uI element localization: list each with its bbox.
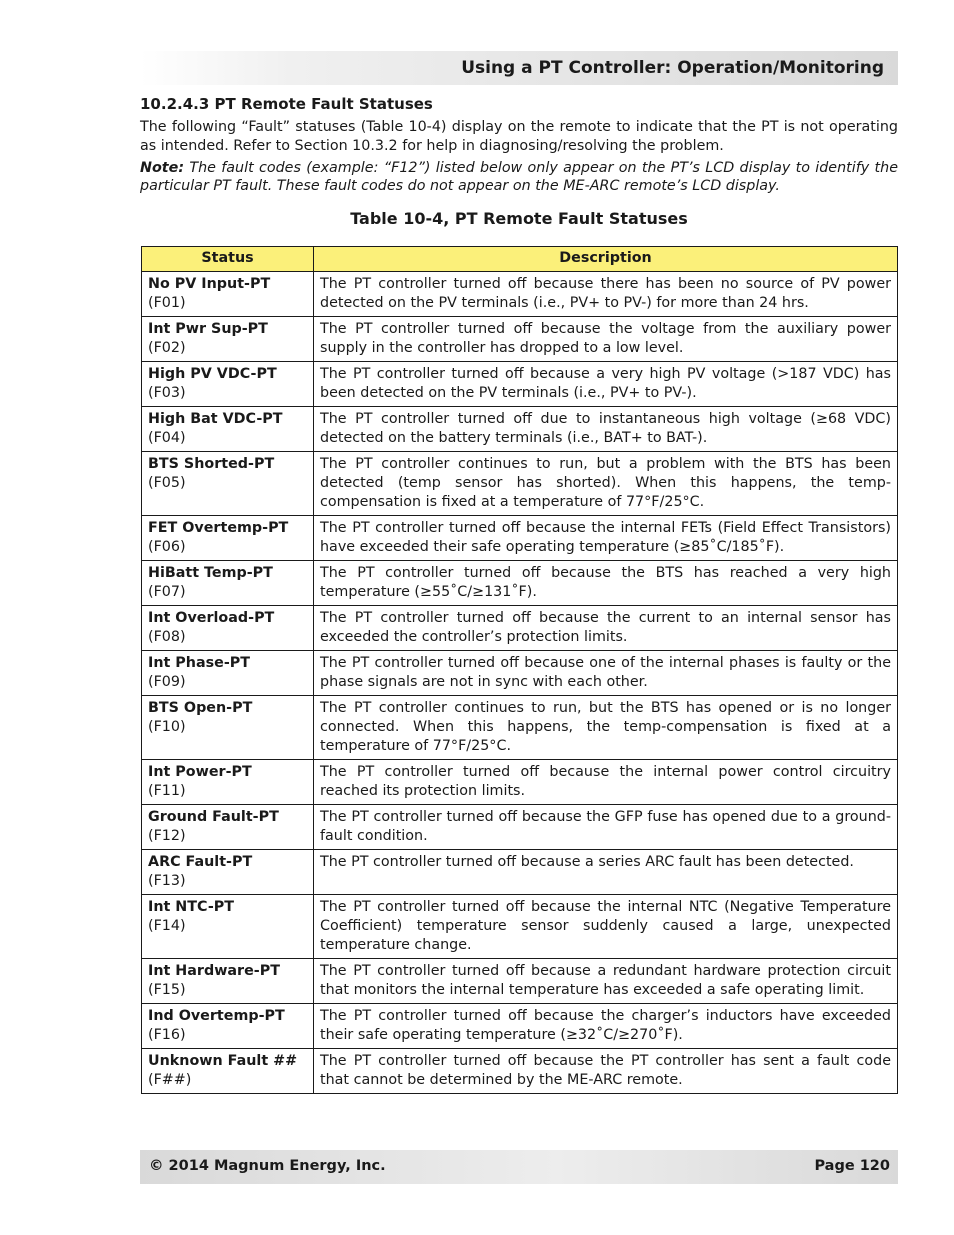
status-cell	[142, 606, 314, 651]
table-row	[142, 895, 898, 959]
table-row	[142, 561, 898, 606]
status-cell	[142, 651, 314, 696]
note-paragraph	[140, 159, 898, 195]
fault-code: (F12)	[148, 828, 186, 844]
fault-description: The PT controller turned off due to instantaneous high voltage (≥68 VDC) detected on the battery terminals (i.e., BAT+ to BAT-).	[314, 407, 898, 452]
fault-description: The PT controller turned off because a redundant hardware protection circuit that monitors the internal temperature has exceeded a safe operating limit.	[314, 959, 898, 1004]
column-header-status: Status	[142, 247, 314, 272]
fault-code: (F06)	[148, 539, 186, 555]
note-text: The fault codes (example: “F12”) listed below only appear on the PT’s LCD display to identify the particular PT fault. These fault codes do not appear on the ME-ARC remote’s LCD display.	[140, 160, 898, 194]
fault-status-table	[141, 246, 898, 1094]
fault-status-name: Unknown Fault ##	[148, 1053, 298, 1069]
fault-code: (F13)	[148, 873, 186, 889]
fault-status-name: Ground Fault-PT	[148, 809, 279, 825]
fault-description: The PT controller turned off because there has been no source of PV power detected on the PV terminals (i.e., PV+ to PV-) for more than 24 hrs.	[314, 272, 898, 317]
table-row	[142, 805, 898, 850]
table-row	[142, 696, 898, 760]
fault-description: The PT controller turned off because the current to an internal sensor has exceeded the controller’s protection limits.	[314, 606, 898, 651]
fault-description: The PT controller turned off because the PT controller has sent a fault code that cannot be determined by the ME-ARC remote.	[314, 1049, 898, 1094]
table-row	[142, 272, 898, 317]
status-cell	[142, 1004, 314, 1049]
fault-code: (F10)	[148, 719, 186, 735]
status-cell	[142, 760, 314, 805]
fault-code: (F14)	[148, 918, 186, 934]
fault-status-name: High PV VDC-PT	[148, 366, 277, 382]
status-cell	[142, 407, 314, 452]
fault-description: The PT controller turned off because the GFP fuse has opened due to a ground-fault condition.	[314, 805, 898, 850]
fault-status-name: FET Overtemp-PT	[148, 520, 289, 536]
fault-code: (F01)	[148, 295, 186, 311]
fault-code: (F##)	[148, 1072, 192, 1088]
fault-status-name: Int NTC-PT	[148, 899, 235, 915]
table-caption: Table 10-4, PT Remote Fault Statuses	[350, 209, 688, 228]
section-heading: 10.2.4.3 PT Remote Fault Statuses	[140, 95, 433, 113]
fault-status-name: Int Hardware-PT	[148, 963, 280, 979]
fault-code: (F07)	[148, 584, 186, 600]
table-row	[142, 606, 898, 651]
fault-code: (F05)	[148, 475, 186, 491]
footer-page-number: Page 120	[814, 1158, 890, 1174]
fault-description: The PT controller turned off because the charger’s inductors have exceeded their safe operating temperature (≥32˚C/≥270˚F).	[314, 1004, 898, 1049]
fault-status-name: BTS Shorted-PT	[148, 456, 275, 472]
page-footer-bar	[140, 1150, 898, 1184]
fault-description: The PT controller turned off because the internal power control circuitry reached its protection limits.	[314, 760, 898, 805]
fault-status-name: Int Overload-PT	[148, 610, 275, 626]
table-row	[142, 1049, 898, 1094]
fault-status-name: Int Phase-PT	[148, 655, 250, 671]
fault-status-name: No PV Input-PT	[148, 276, 271, 292]
table-row	[142, 760, 898, 805]
status-cell	[142, 452, 314, 516]
fault-code: (F16)	[148, 1027, 186, 1043]
fault-code: (F04)	[148, 430, 186, 446]
table-row	[142, 651, 898, 696]
table-row	[142, 317, 898, 362]
table-row	[142, 1004, 898, 1049]
fault-description: The PT controller continues to run, but the BTS has opened or is no longer connected. When this happens, the temp-compensation is fixed at a temperature of 77°F/25°C.	[314, 696, 898, 760]
fault-description: The PT controller turned off because one of the internal phases is faulty or the phase signals are not in sync with each other.	[314, 651, 898, 696]
table-row	[142, 850, 898, 895]
status-cell	[142, 561, 314, 606]
fault-description: The PT controller turned off because the internal NTC (Negative Temperature Coefficient) temperature sensor suddenly caused a large, unexpected temperature change.	[314, 895, 898, 959]
fault-description: The PT controller turned off because the internal FETs (Field Effect Transistors) have exceeded their safe operating temperature (≥85˚C/185˚F).	[314, 516, 898, 561]
intro-paragraph: The following “Fault” statuses (Table 10-4) display on the remote to indicate that the PT is not operating as intended. Refer to Section 10.3.2 for help in diagnosing/resolving the problem.	[140, 119, 898, 154]
fault-status-name: Int Power-PT	[148, 764, 252, 780]
fault-code: (F08)	[148, 629, 186, 645]
fault-code: (F11)	[148, 783, 186, 799]
table-row	[142, 959, 898, 1004]
status-cell	[142, 317, 314, 362]
page-header-title: Using a PT Controller: Operation/Monitoring	[461, 58, 884, 78]
fault-description: The PT controller turned off because the voltage from the auxiliary power supply in the controller has dropped to a low level.	[314, 317, 898, 362]
fault-description: The PT controller turned off because a very high PV voltage (>187 VDC) has been detected on the PV terminals (i.e., PV+ to PV-).	[314, 362, 898, 407]
note-label: Note:	[140, 160, 185, 176]
table-row	[142, 407, 898, 452]
status-cell	[142, 1049, 314, 1094]
table-row	[142, 452, 898, 516]
fault-code: (F15)	[148, 982, 186, 998]
footer-copyright: © 2014 Magnum Energy, Inc.	[149, 1158, 386, 1174]
fault-status-name: HiBatt Temp-PT	[148, 565, 273, 581]
fault-description: The PT controller turned off because the BTS has reached a very high temperature (≥55˚C/≥131˚F).	[314, 561, 898, 606]
status-cell	[142, 272, 314, 317]
fault-code: (F02)	[148, 340, 186, 356]
status-cell	[142, 895, 314, 959]
table-row	[142, 516, 898, 561]
table-header-row	[142, 247, 898, 272]
status-cell	[142, 696, 314, 760]
fault-status-name: ARC Fault-PT	[148, 854, 253, 870]
fault-status-name: BTS Open-PT	[148, 700, 253, 716]
fault-description: The PT controller continues to run, but a problem with the BTS has been detected (temp sensor has shorted). When this happens, the temp-compensation is fixed at a temperature of 77°F/25°C.	[314, 452, 898, 516]
fault-code: (F03)	[148, 385, 186, 401]
page-header-bar	[140, 51, 898, 85]
table-row	[142, 362, 898, 407]
fault-code: (F09)	[148, 674, 186, 690]
fault-status-name: Ind Overtemp-PT	[148, 1008, 285, 1024]
fault-status-name: High Bat VDC-PT	[148, 411, 283, 427]
status-cell	[142, 362, 314, 407]
fault-status-name: Int Pwr Sup-PT	[148, 321, 268, 337]
column-header-description: Description	[314, 247, 898, 272]
status-cell	[142, 850, 314, 895]
status-cell	[142, 959, 314, 1004]
fault-description: The PT controller turned off because a series ARC fault has been detected.	[314, 850, 898, 895]
status-cell	[142, 516, 314, 561]
status-cell	[142, 805, 314, 850]
